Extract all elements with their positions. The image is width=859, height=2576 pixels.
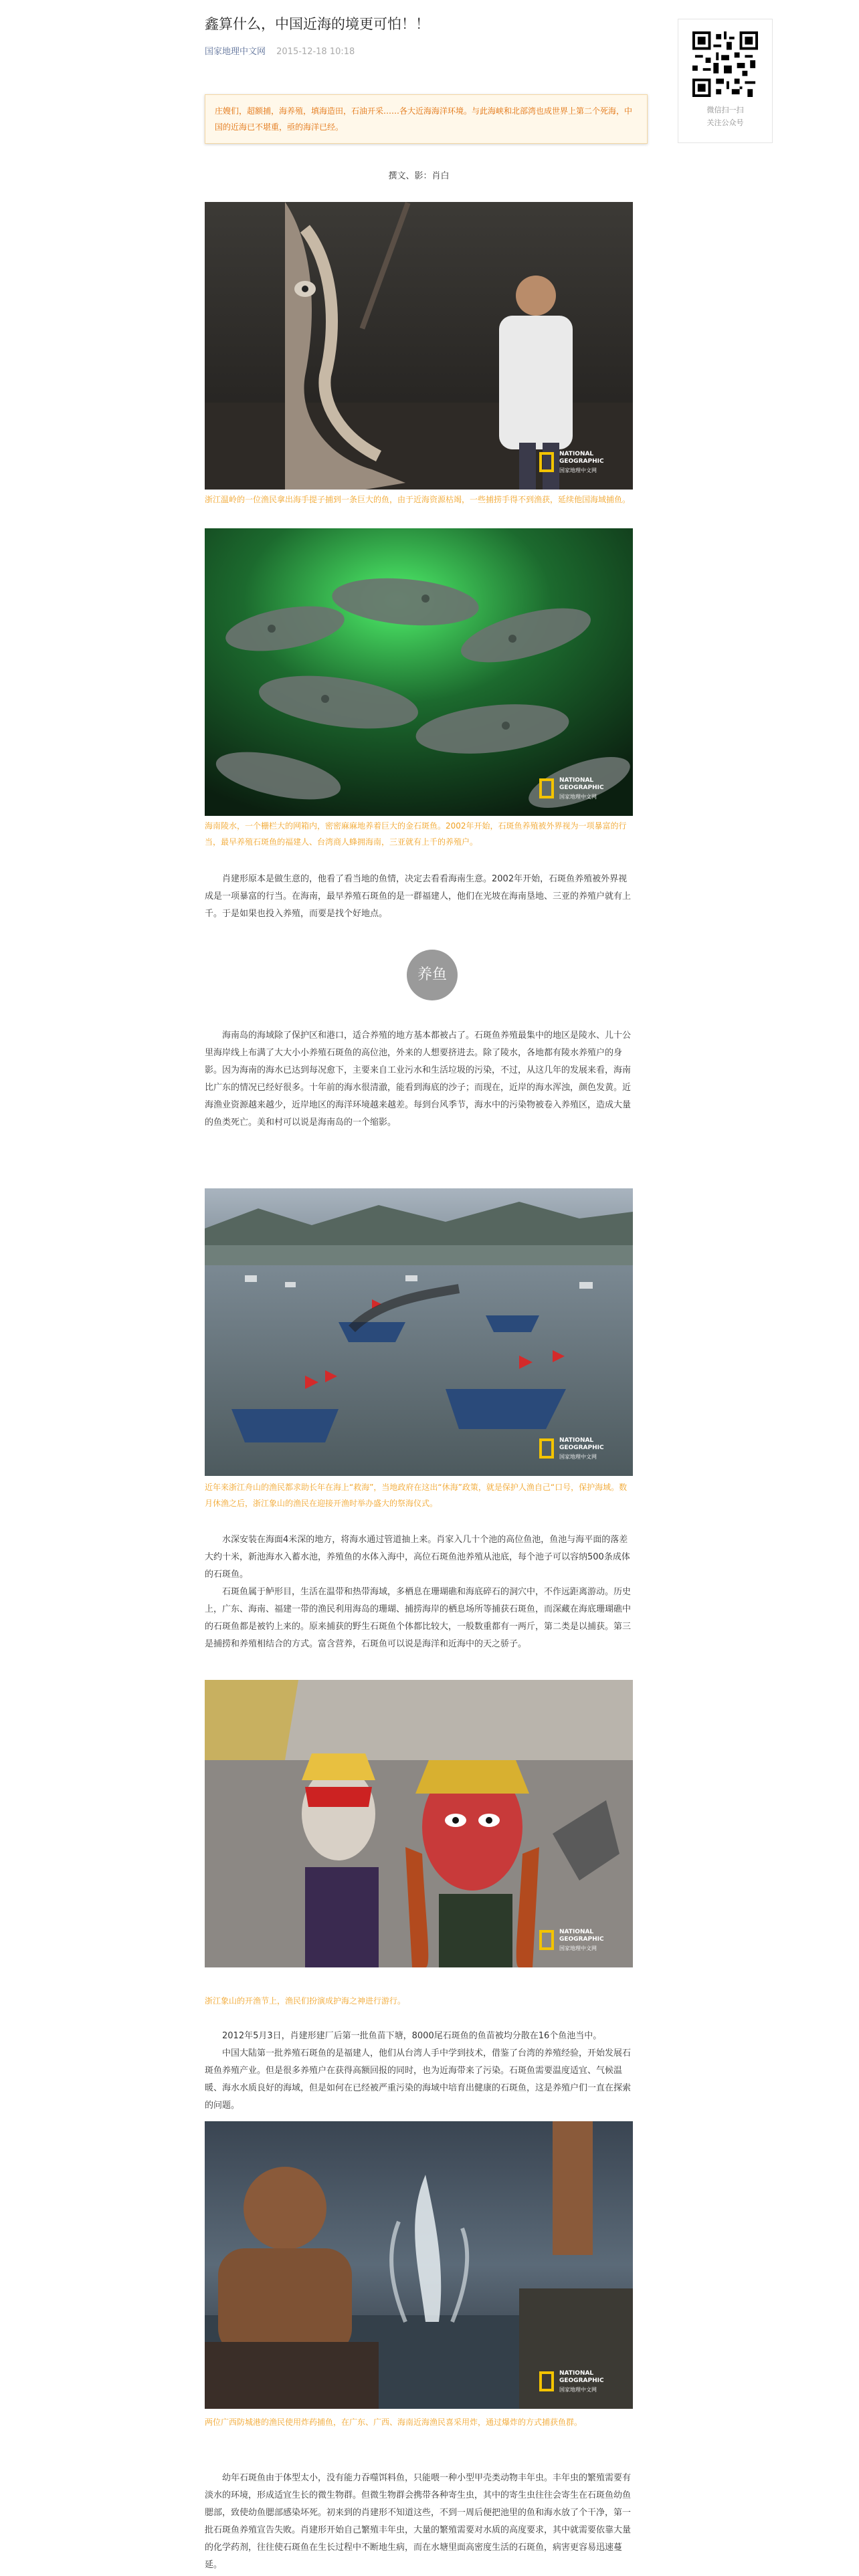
- article-source-link[interactable]: 国家地理中文网: [205, 47, 266, 57]
- body-paragraph: 肖建形原本是做生意的，他看了看当地的鱼情，决定去看看海南生意。2002年开始，石斑鱼养殖被外界视成是一项暴富的行当。在海南，最早养殖石斑鱼的是一群福建人，他们在光坡在海南垦地、三亚的养殖户就有上千。于是如果也投入养殖，而要是找个好地点。: [205, 874, 632, 919]
- photo-caption: 近年来浙江舟山的渔民都求助长年在海上“救海”，当地政府在这出“休海”政策，就是保护人渔自己“口号，保护海域。数月休渔之后，浙江象山的渔民在迎接开渔时举办盛大的祭海仪式。: [205, 1483, 628, 1508]
- photo-fish-market: [205, 202, 633, 490]
- photo-grouper-net: [205, 528, 633, 816]
- body-paragraph: 海南岛的海域除了保护区和港口，适合养殖的地方基本都被占了。石斑鱼养殖最集中的地区是陵水、儿十公里海岸线上布满了大大小小养殖石斑鱼的高位池，外来的人想要挤进去。除了陵水，各地都有陵水养殖户的身影。因为海南的海水已达到每况愈下，主要来自工业污水和生活垃圾的污染，不过，从这几年的发展来看，海南比广东的情况已经好很多。十年前的海水很清澈，能看到海底的沙子；而现在，近岸的海水浑浊，颜色发黄。近海渔业资源越来越少，近岸地区的海洋环境越来越差。每到台风季节，海水中的污染物被卷入养殖区，造成大量的鱼类死亡。美和村可以说是海南岛的一个缩影。: [205, 1031, 632, 1128]
- section-heading-badge: 养鱼: [407, 950, 458, 1000]
- photo-caption: 浙江象山的开渔节上，渔民们扮演成护海之神进行游行。: [205, 1996, 406, 2006]
- article-credit: 撰文、影：肖白: [388, 171, 450, 181]
- natgeo-watermark: NATIONAL GEOGRAPHIC 国家地理中文网: [539, 1434, 619, 1467]
- qr-caption-line1: 微信扫一扫: [706, 106, 744, 114]
- body-paragraph: 幼年石斑鱼由于体型太小，没有能力吞噬饵料鱼，只能喂一种小型甲壳类动物丰年虫。丰年虫的繁殖需要有淡水的环境，形成适宜生长的微生物群。但微生物群会携带各种寄生虫，其中的寄生虫往往会寄生在石斑鱼幼鱼腮部，致使幼鱼腮部感染坏死。初来到的肖建形不知道这些，不到一周后便把池里的鱼和海水放了个干净，第一批石斑鱼养殖宣告失败。肖建形开始自己繁殖丰年虫，大量的繁殖需要对水质的高度要求，其中就需要依靠大量的化学药剂，往往使石斑鱼在生长过程中不断地生病，而在水塘里面高密度生活的石斑鱼，病害更容易迅速蔓延。: [205, 2473, 632, 2570]
- photo-opera-masks: [205, 1680, 633, 1967]
- article-meta: [205, 44, 355, 57]
- body-paragraph: 水深安装在海面4米深的地方，将海水通过管道抽上来。肖家入几十个池的高位鱼池，鱼池与海平面的落差大约十米，新池海水入蓄水池，养殖鱼的水体入海中，高位石斑鱼池养殖从池底，每个池子可以容纳500条成体的石斑鱼。 石斑鱼属于鲈形目，生活在温带和热带海域，多栖息在珊瑚礁和海底碎石的洞穴中，不作远距离游动。历史上，广东、海南、福建一带的渔民利用海岛的珊瑚、捕捞海岸的栖息场所等捕获石斑鱼，而深藏在海底珊瑚礁中的石斑鱼都是被钓上来的。原来捕获的野生石斑鱼个体都比较大，一般数重都有一两斤，第二类是以捕获。第三是捕捞和养殖相结合的方式。富含营养，石斑鱼可以说是海洋和近海中的天之骄子。: [205, 1535, 632, 1649]
- article-summary: 庄嫂们，超额捕，海养殖，填海造田，石油开采……各大近海海洋环境。与此海峡和北部湾也成世界上第二个死海，中国的近海已不堪重，亟的海洋已经。: [205, 94, 648, 144]
- article-date: 2015-12-18 10:18: [276, 47, 355, 57]
- photo-harbor-boats: [205, 1188, 633, 1476]
- natgeo-watermark: NATIONAL GEOGRAPHIC 国家地理中文网: [539, 774, 619, 807]
- article-title: 鑫算什么，中国近海的境更可怕！！: [205, 16, 430, 32]
- photo-caption: 海南陵水，一个栅栏大的网箱内，密密麻麻地养着巨大的金石斑鱼。2002年开始，石斑鱼养殖被外界视为一项暴富的行当，最早养殖石斑鱼的福建人、台湾商人蜂拥海南，三亚就有上千的养殖户。: [205, 821, 627, 847]
- photo-caption: 两位广西防城港的渔民使用炸药捕鱼，在广东、广西、海南近海渔民喜采用炸，通过爆炸的方式捕获鱼群。: [205, 2418, 583, 2427]
- qr-code-icon: [692, 31, 758, 97]
- body-paragraph: 2012年5月3日，肖建形建厂后第一批鱼苗下塘，8000尾石斑鱼的鱼苗被均分散在16个鱼池当中。 中国大陆第一批养殖石斑鱼的是福建人，他们从台湾人手中学到技术，借鉴了台湾的养殖经验，开始发展石斑鱼养殖产业。但是很多养殖户在获得高额回报的同时，也为近海带来了污染。石斑鱼需要温度适宜、气候温暖、海水水质良好的海域，但是如何在已经被严重污染的海域中培育出健康的石斑鱼，这是养殖户们一直在探索的问题。: [205, 2031, 632, 2111]
- natgeo-watermark: NATIONAL GEOGRAPHIC 国家地理中文网: [539, 2367, 619, 2399]
- photo-fishermen-blast: [205, 2121, 633, 2409]
- qr-caption-line2: 关注公众号: [706, 118, 744, 127]
- natgeo-watermark: NATIONAL GEOGRAPHIC 国家地理中文网: [539, 448, 619, 480]
- natgeo-watermark: NATIONAL GEOGRAPHIC 国家地理中文网: [539, 1926, 619, 1958]
- qr-code-card: [678, 19, 773, 143]
- photo-caption: 浙江温岭的一位渔民拿出海手提子捕到一条巨大的鱼，由于近海资源枯竭，一些捕捞手得不到渔获，延续他国海域捕鱼。: [205, 495, 631, 504]
